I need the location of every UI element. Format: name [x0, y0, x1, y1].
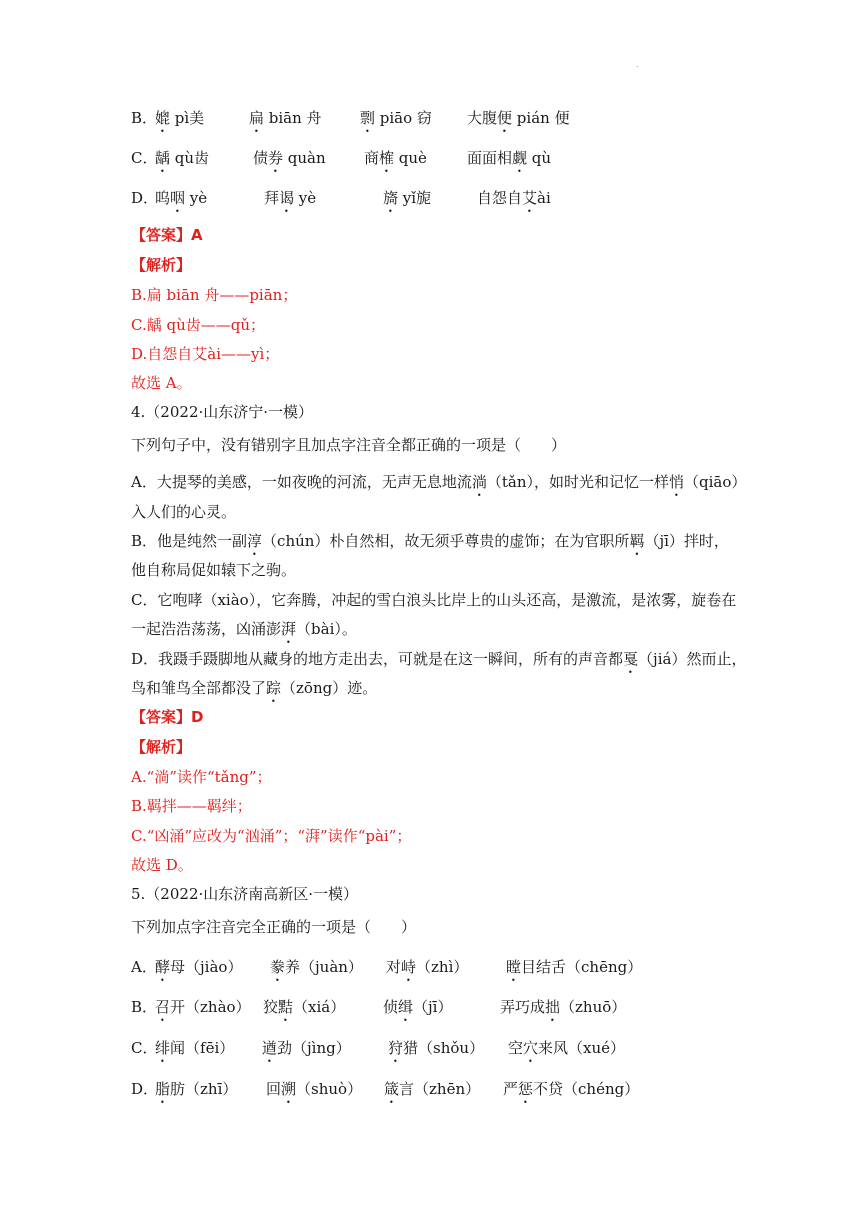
option-item: 遒劲（jìng）	[262, 1039, 351, 1057]
header-mark: .	[636, 60, 639, 69]
option-item: 狡黠（xiá）	[263, 998, 346, 1016]
q4-prompt: 下列句子中，没有错别字且加点字注音全都正确的一项是（ ）	[131, 436, 567, 454]
option-item: 自怨自艾ài	[477, 189, 551, 207]
option-item: 召开（zhào）	[155, 998, 251, 1016]
option-item: 狩猎（shǒu）	[388, 1039, 485, 1057]
option-label: D．	[131, 189, 159, 207]
q4-option-b-cont: 他自称局促如辕下之驹。	[131, 561, 297, 579]
option-item: 呜咽 yè	[155, 189, 208, 207]
option-item: 严惩不贷（chéng）	[503, 1080, 640, 1098]
q4-option-d: D．我蹑手蹑脚地从藏身的地方走出去，可就是在这一瞬间，所有的声音都戛（jiá）然而止，	[131, 650, 747, 668]
option-item: 瞠目结舌（chēng）	[506, 958, 643, 976]
option-item: 弄巧成拙（zhuō）	[500, 998, 627, 1016]
document-page: . B． 媲 pì美 扁 biān 舟 剽 piāo 窃 大腹便 pián 便 C． 龋 qù齿 债券 quàn 商榷 què 面面相觑 qù D． 呜咽 yè 拜谒 yè 旖 yǐ旎 自怨自艾ài 【答案】A 【解析】 B.扁 biān 舟——piān； C.龋 qù齿——qǔ； D.自怨自艾ài——yì； 故选 A。 4.（2022·山东济宁·一模） 下列句子中，没有错别字且加点字注音全都正确的一项是（ ） A．大提琴的美感，一如夜晚的河流，无声无息地流淌（tǎn），如时光和记忆一样悄（qiāo） 入人们的心灵。 B．他是纯然一副淳（chún）朴自然相，故无须乎尊贵的虚饰；在为官职所羁（jī）拌时， 他自称局促如辕下之驹。 C．它咆哮（xiào），它奔腾，冲起的雪白浪头比岸上的山头还高，是激流，是浓雾，旋卷在 一起浩浩荡荡，凶涌澎湃（bài）。 D．我蹑手蹑脚地从藏身的地方走出去，可就是在这一瞬间，所有的声音都戛（jiá）然而止， 鸟和雏鸟全部都没了踪（zōng）迹。 【答案】D 【解析】 A.“淌”读作“tǎng”； B.羁拌——羁绊； C.“凶涌”应改为“汹涌”；“湃”读作“pài”； 故选 D。 5.（2022·山东济南高新区·一模） 下列加点字注音完全正确的一项是（ ） A． 酵母（jiào） 豢养（juàn） 对峙（zhì） 瞠目结舌（chēng） B． 召开（zhào） 狡黠（xiá） 侦缉（jī） 弄巧成拙（zhuō） C． 绯闻（fēi） 遒劲（jìng） 狩猎（shǒu） 空穴来风（xué） D． 脂肪（zhī） 回溯（shuò） 箴言（zhēn） 严惩不贷（chéng）	[0, 0, 860, 1216]
option-label: C．	[131, 149, 158, 167]
q5-title: 5.（2022·山东济南高新区·一模）	[131, 885, 359, 903]
option-item: 旖 yǐ旎	[383, 189, 432, 207]
option-item: 扁 biān 舟	[249, 109, 322, 127]
q3-analysis-title: 【解析】	[131, 256, 192, 274]
option-item: 侦缉（jī）	[383, 998, 453, 1016]
q3-analysis-line: C.龋 qù齿——qǔ；	[131, 316, 266, 334]
option-item: 债券 quàn	[253, 149, 326, 167]
option-item: 剽 piāo 窃	[360, 109, 432, 127]
q5-prompt: 下列加点字注音完全正确的一项是（ ）	[131, 918, 417, 936]
option-item: 拜谒 yè	[264, 189, 317, 207]
q4-option-c: C．它咆哮（xiào），它奔腾，冲起的雪白浪头比岸上的山头还高，是激流，是浓雾，旋卷在	[131, 591, 737, 609]
option-item: 媲 pì美	[155, 109, 205, 127]
q4-option-c-cont: 一起浩浩荡荡，凶涌澎湃（bài）。	[131, 620, 357, 638]
option-item: 空穴来风（xué）	[508, 1039, 626, 1057]
q4-analysis-line: 故选 D。	[131, 856, 193, 874]
option-item: 面面相觑 qù	[467, 149, 552, 167]
q4-analysis-line: A.“淌”读作“tǎng”；	[131, 768, 272, 786]
option-item: 对峙（zhì）	[386, 958, 469, 976]
q4-option-a: A．大提琴的美感，一如夜晚的河流，无声无息地流淌（tǎn），如时光和记忆一样悄（qiāo）	[131, 473, 747, 491]
option-item: 绯闻（fēi）	[155, 1039, 235, 1057]
option-item: 大腹便 pián 便	[467, 109, 570, 127]
option-item: 箴言（zhēn）	[384, 1080, 481, 1098]
q3-analysis-line: B.扁 biān 舟——piān；	[131, 286, 298, 304]
option-item: 豢养（juàn）	[270, 958, 363, 976]
q4-answer: 【答案】D	[131, 708, 204, 726]
option-item: 龋 qù齿	[155, 149, 210, 167]
q3-answer: 【答案】A	[131, 226, 203, 244]
option-label: B．	[131, 109, 158, 127]
q3-analysis-line: 故选 A。	[131, 374, 192, 392]
q4-option-d-cont: 鸟和雏鸟全部都没了踪（zōng）迹。	[131, 679, 378, 697]
q3-analysis-line: D.自怨自艾ài——yì；	[131, 345, 280, 363]
q4-analysis-title: 【解析】	[131, 738, 192, 756]
q4-option-a-cont: 入人们的心灵。	[131, 503, 237, 521]
option-item: 商榷 què	[364, 149, 427, 167]
option-item: 酵母（jiào）	[155, 958, 243, 976]
option-item: 回溯（shuò）	[266, 1080, 363, 1098]
q4-option-b: B．他是纯然一副淳（chún）朴自然相，故无须乎尊贵的虚饰；在为官职所羁（jī）拌时，	[131, 532, 729, 550]
q4-analysis-line: B.羁拌——羁绊；	[131, 797, 252, 815]
q4-title: 4.（2022·山东济宁·一模）	[131, 403, 314, 421]
q4-analysis-line: C.“凶涌”应改为“汹涌”；“湃”读作“pài”；	[131, 827, 412, 845]
option-item: 脂肪（zhī）	[155, 1080, 238, 1098]
